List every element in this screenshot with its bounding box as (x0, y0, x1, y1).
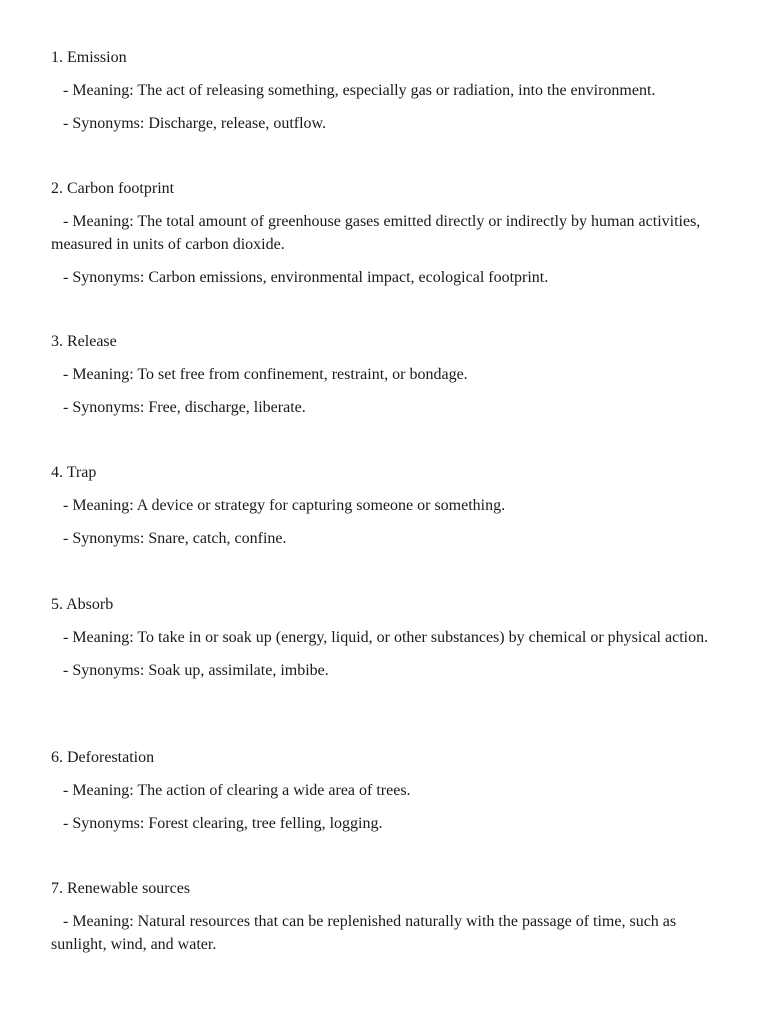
term-heading: 4. Trap (51, 464, 97, 481)
term-heading: 1. Emission (51, 49, 127, 66)
term-meaning: - Meaning: The act of releasing something, especially gas or radiation, into the environment. (51, 82, 656, 99)
vocab-entry-release (51, 330, 719, 419)
vocab-entry-carbon-footprint (51, 177, 719, 289)
term-heading: 7. Renewable sources (51, 880, 191, 897)
term-meaning: - Meaning: To take in or soak up (energy, liquid, or other substances) by chemical or physical action. (51, 629, 709, 646)
term-synonyms: - Synonyms: Carbon emissions, environmental impact, ecological footprint. (51, 269, 549, 286)
term-meaning: - Meaning: The total amount of greenhouse gases emitted directly or indirectly by human activities, measured in units of carbon dioxide. (51, 213, 705, 253)
vocab-entry-absorb (51, 593, 719, 682)
term-meaning: - Meaning: The action of clearing a wide area of trees. (51, 782, 411, 799)
term-synonyms: - Synonyms: Forest clearing, tree felling, logging. (51, 815, 383, 832)
term-meaning: - Meaning: A device or strategy for capturing someone or something. (51, 497, 506, 514)
vocab-entry-renewable-sources (51, 877, 719, 956)
term-synonyms: - Synonyms: Snare, catch, confine. (51, 530, 287, 547)
term-synonyms: - Synonyms: Free, discharge, liberate. (51, 399, 306, 416)
term-synonyms: - Synonyms: Discharge, release, outflow. (51, 115, 327, 132)
vocab-entry-deforestation (51, 746, 719, 835)
term-meaning: - Meaning: To set free from confinement, restraint, or bondage. (51, 366, 468, 383)
vocab-entry-trap (51, 461, 719, 550)
term-heading: 3. Release (51, 333, 117, 350)
term-heading: 2. Carbon footprint (51, 180, 175, 197)
vocab-entry-emission (51, 46, 719, 135)
term-heading: 5. Absorb (51, 596, 114, 613)
term-heading: 6. Deforestation (51, 749, 155, 766)
term-meaning: - Meaning: Natural resources that can be replenished naturally with the passage of time, such as sunlight, wind, and water. (51, 913, 681, 953)
term-synonyms: - Synonyms: Soak up, assimilate, imbibe. (51, 662, 329, 679)
